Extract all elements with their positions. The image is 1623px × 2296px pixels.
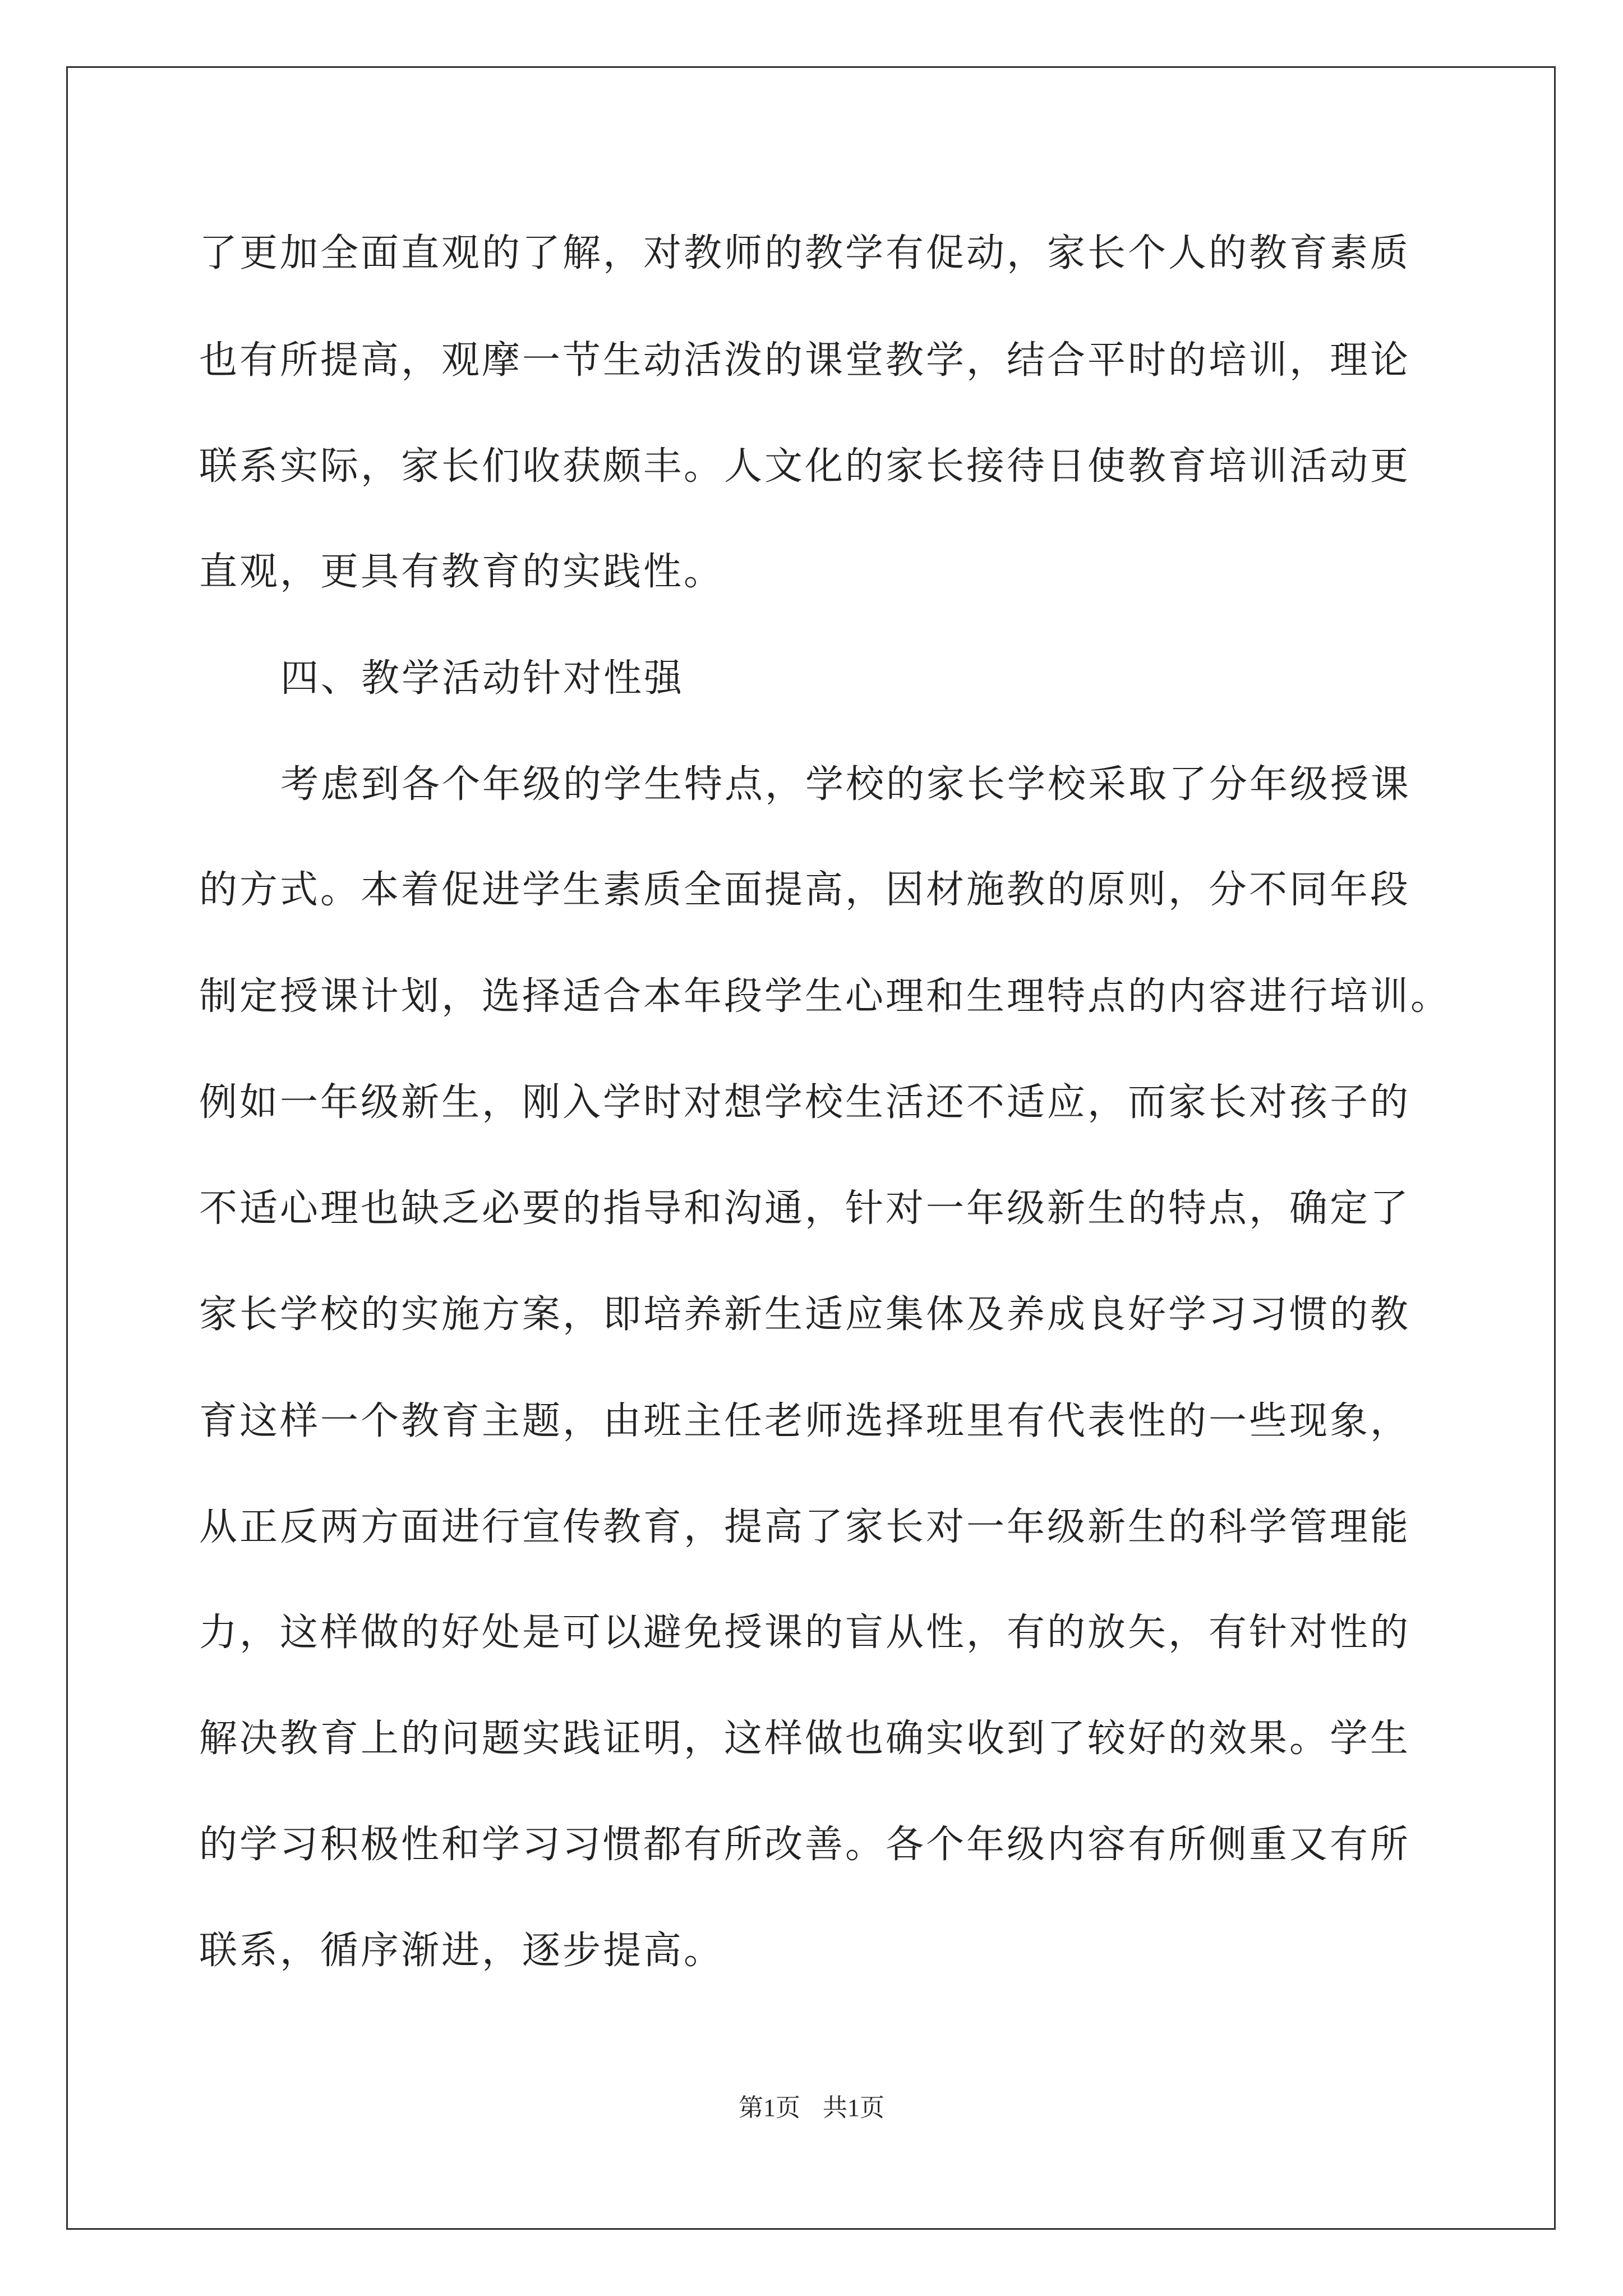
paragraph-line: 考虑到各个年级的学生特点，学校的家长学校采取了分年级授课 (280, 762, 1412, 807)
paragraph-line: 直观，更具有教育的实践性。 (199, 550, 725, 594)
section-heading: 四、教学活动针对性强 (280, 656, 685, 701)
page-border (66, 66, 1556, 2230)
paragraph-line: 不适心理也缺乏必要的指导和沟通，针对一年级新生的特点，确定了 (199, 1186, 1411, 1231)
paragraph-line: 制定授课计划，选择适合本年段学生心理和生理特点的内容进行培训。 (199, 974, 1451, 1019)
paragraph-line: 家长学校的实施方案，即培养新生适应集体及养成良好学习习惯的教 (199, 1292, 1411, 1337)
page-number: 第1页 (739, 2094, 800, 2122)
paragraph-line: 力，这样做的好处是可以避免授课的盲从性，有的放矢，有针对性的 (199, 1611, 1411, 1655)
paragraph-line: 的学习积极性和学习习惯都有所改善。各个年级内容有所侧重又有所 (199, 1823, 1411, 1867)
paragraph-line: 了更加全面直观的了解，对教师的教学有促动，家长个人的教育素质 (199, 231, 1411, 275)
paragraph-line: 联系实际，家长们收获颇丰。人文化的家长接待日使教育培训活动更 (199, 444, 1411, 489)
paragraph-line: 也有所提高，观摩一节生动活泼的课堂教学，结合平时的培训，理论 (199, 338, 1411, 383)
page-total: 共1页 (823, 2094, 884, 2122)
paragraph-line: 的方式。本着促进学生素质全面提高，因材施教的原则，分不同年段 (199, 868, 1411, 912)
paragraph-line: 解决教育上的问题实践证明，这样做也确实收到了较好的效果。学生 (199, 1717, 1411, 1761)
paragraph-line: 从正反两方面进行宣传教育，提高了家长对一年级新生的科学管理能 (199, 1505, 1411, 1549)
paragraph-line: 例如一年级新生，刚入学时对想学校生活还不适应，而家长对孩子的 (199, 1080, 1411, 1125)
page-footer (0, 2091, 1623, 2125)
paragraph-line: 联系，循序渐进，逐步提高。 (199, 1929, 725, 1973)
paragraph-line: 育这样一个教育主题，由班主任老师选择班里有代表性的一些现象， (199, 1399, 1411, 1443)
